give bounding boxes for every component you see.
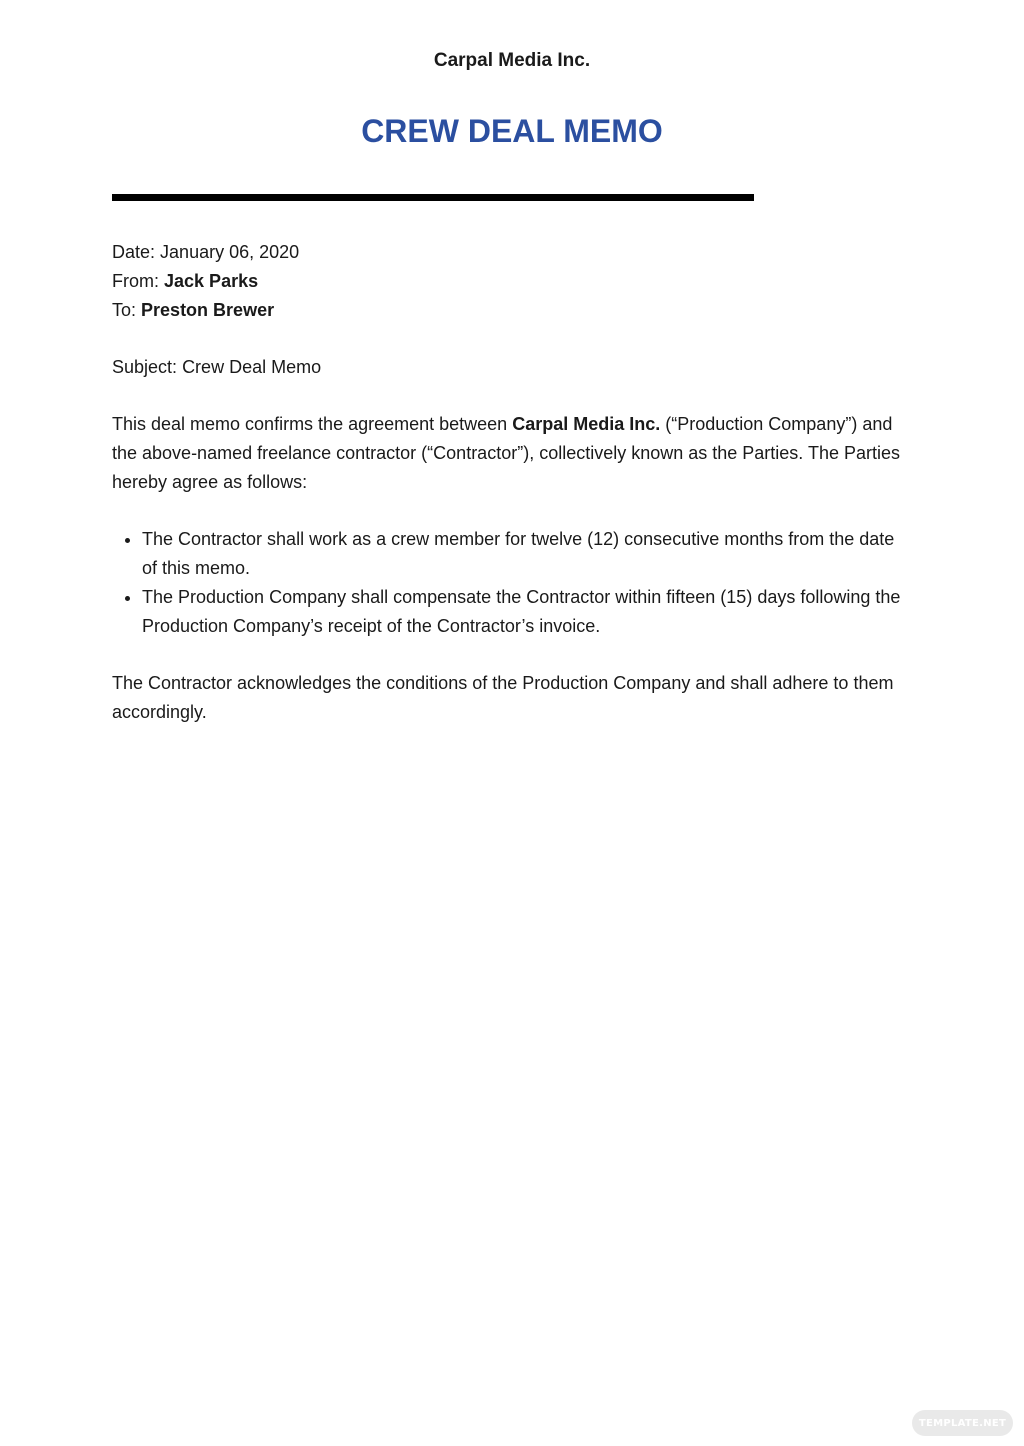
intro-text-before: This deal memo confirms the agreement between: [112, 414, 513, 434]
intro-paragraph: [112, 410, 912, 497]
list-item: • The Contractor shall work as a crew member for twelve (12) consecutive months from the date of this memo.: [142, 525, 912, 583]
subject-value: Crew Deal Memo: [182, 357, 322, 377]
to-line: [112, 296, 912, 325]
company-name: Carpal Media Inc.: [433, 50, 591, 71]
list-item: • The Production Company shall compensate the Contractor within fifteen (15) days following the Production Company’s receipt of the Contractor’s invoice.: [142, 583, 912, 641]
memo-content: [112, 238, 912, 727]
subject-line: [112, 353, 912, 382]
date-line: [112, 238, 912, 267]
from-value: Jack Parks: [164, 271, 259, 291]
intro-text-after: (“Production Company”) and the above-named freelance contractor (“Contractor”), collectively known as the Parties. The Parties hereby agree as follows:: [112, 414, 901, 492]
title-divider: [112, 194, 754, 201]
terms-list: [112, 525, 912, 641]
intro-company: Carpal Media Inc.: [512, 414, 661, 434]
watermark-text: TEMPLATE.NET: [918, 1417, 1007, 1429]
watermark-badge: [912, 1410, 1013, 1436]
date-value: January 06, 2020: [160, 242, 300, 262]
closing-paragraph: The Contractor acknowledges the conditions of the Production Company and shall adhere to them accordingly.: [112, 673, 894, 722]
from-line: [112, 267, 912, 296]
from-label: From:: [112, 271, 159, 291]
to-value: Preston Brewer: [141, 300, 275, 320]
date-label: Date:: [112, 242, 156, 262]
to-label: To:: [112, 300, 137, 320]
document-title: CREW DEAL MEMO: [361, 113, 663, 149]
subject-label: Subject:: [112, 357, 178, 377]
